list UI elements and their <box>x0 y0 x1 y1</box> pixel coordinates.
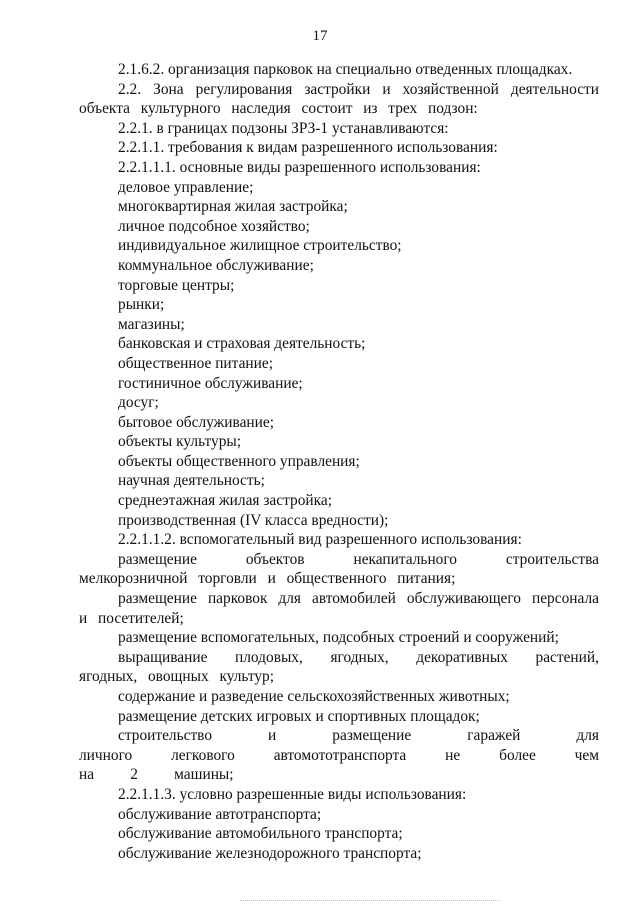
list-item: деловое управление; <box>118 178 254 196</box>
list-item: бытовое обслуживание; <box>118 413 274 431</box>
list-item: производственная (IV класса вредности); <box>118 511 389 529</box>
bottom-divider <box>240 900 500 901</box>
list-item: досуг; <box>118 394 159 412</box>
list-item: многоквартирная жилая застройка; <box>118 198 348 216</box>
list-item: содержание и разведение сельскохозяйственных животных; <box>118 688 510 705</box>
list-item: обслуживание железнодорожного транспорта; <box>118 844 422 862</box>
paragraph-2-2: 2.2. Зона регулирования застройки и хозяйственной деятельности объекта культурного наследия состоит из трех подзон: <box>79 80 599 118</box>
list-item: гостиничное обслуживание; <box>118 374 303 392</box>
paragraph-2-2-1-1-1: 2.2.1.1.1. основные виды разрешенного использования: <box>118 158 481 176</box>
list-item: коммунальное обслуживание; <box>118 256 314 274</box>
list-item: общественное питание; <box>118 354 273 372</box>
list-item: обслуживание автомобильного транспорта; <box>118 825 403 843</box>
list-item: личное подсобное хозяйство; <box>118 217 310 235</box>
list-item: магазины; <box>118 315 185 333</box>
list-item: индивидуальное жилищное строительство; <box>118 237 402 255</box>
list-item: банковская и страховая деятельность; <box>118 335 366 353</box>
list-item: строительство и размещение гаражей для личного легкового автомототранспорта не более чем на 2 машины; <box>79 727 599 784</box>
list-item: среднеэтажная жилая застройка; <box>118 492 332 510</box>
paragraph-2-1-6-2: 2.1.6.2. организация парковок на специально отведенных площадках. <box>118 61 573 78</box>
list-item: размещение парковок для автомобилей обслуживающего персонала и посетителей; <box>79 590 599 627</box>
list-item: научная деятельность; <box>118 472 265 490</box>
list-item: размещение объектов некапитального строительства мелкорозничной торговли и общественного питания; <box>79 550 599 588</box>
list-item: выращивание плодовых, ягодных, декоративных растений, ягодных, овощных культур; <box>79 648 599 686</box>
list-item: торговые центры; <box>118 276 235 294</box>
list-item: обслуживание автотранспорта; <box>118 805 322 823</box>
list-item: размещение вспомогательных, подсобных строений и сооружений; <box>118 629 559 647</box>
paragraph-2-2-1-1-3: 2.2.1.1.3. условно разрешенные виды использования: <box>118 785 467 803</box>
list-item: объекты культуры; <box>118 433 242 451</box>
list-item: объекты общественного управления; <box>118 452 360 470</box>
list-item: рынки; <box>118 296 165 314</box>
list-item: размещение детских игровых и спортивных площадок; <box>118 707 480 725</box>
paragraph-2-2-1: 2.2.1. в границах подзоны ЗРЗ-1 устанавливаются: <box>118 119 449 137</box>
paragraph-2-2-1-1-2: 2.2.1.1.2. вспомогательный вид разрешенного использования: <box>118 531 522 549</box>
page-number: 17 <box>312 28 328 44</box>
paragraph-2-2-1-1: 2.2.1.1. требования к видам разрешенного использования: <box>118 139 498 157</box>
document-body <box>79 60 599 863</box>
